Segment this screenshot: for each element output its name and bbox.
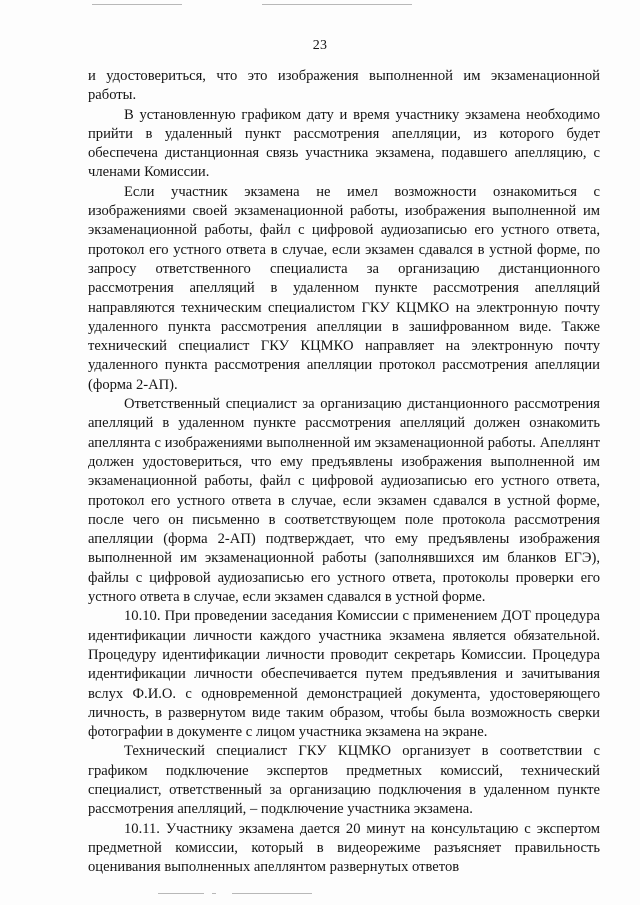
scan-edge-top-left	[92, 4, 182, 5]
paragraph-identification: 10.10. При проведении заседания Комиссии с применением ДОТ процедура идентификации личности каждого участника экзамена является обязательной. Процедуру идентификации личности проводит секретарь Комиссии. Процедура идентификации личности обеспечивается путем предъявления и зачитывания вслух Ф.И.О. с одновременной демонстрацией документа, удостоверяющего личность, в развернутом виде таким образом, чтобы была возможность сверки фотографии в документе с лицом участника экзамена на экране.	[88, 608, 600, 741]
page-number: 23	[312, 38, 328, 53]
paragraph-technical-connection: Технический специалист ГКУ КЦМКО организует в соответствии с графиком подключение экспертов предметных комиссий, технический специалист, ответственный за организацию подключения в удаленном пункте рассмотрения апелляций, – подключение участника экзамена.	[88, 743, 600, 818]
scan-edge-bottom-right	[232, 893, 312, 894]
paragraph-consultation: 10.11. Участнику экзамена дается 20 минут на консультацию с экспертом предметной комиссии, который в видеорежиме разъясняет правильность оценивания выполненных апеллянтом развернутых ответов	[88, 820, 600, 876]
scan-edge-bottom-left	[158, 893, 204, 894]
scan-edge-top-right	[262, 4, 412, 5]
paragraph-continuation: и удостовериться, что это изображения выполненной им экзаменационной работы.	[88, 68, 600, 104]
document-body	[88, 67, 600, 877]
paragraph-materials-sending: Если участник экзамена не имел возможности ознакомиться с изображениями своей экзаменационной работы, изображения выполненной им экзаменационной работы, файл с цифровой аудиозаписью его устного ответа, протокол его устного ответа в случае, если экзамен сдавался в устной форме, по запросу ответственного специалиста за организацию дистанционного рассмотрения апелляций в удаленном пункте рассмотрения апелляций направляются техническим специалистом ГКУ КЦМКО на электронную почту удаленного пункта рассмотрения апелляции в зашифрованном виде. Также технический специалист ГКУ КЦМКО направляет на электронную почту удаленного пункта рассмотрения апелляции протокол рассмотрения апелляции (форма 2-АП).	[88, 183, 600, 393]
paragraph-applicant-review: Ответственный специалист за организацию дистанционного рассмотрения апелляций в удаленном пункте рассмотрения апелляций должен ознакомить апеллянта с изображениями выполненной им экзаменационной работы. Апеллянт должен удостовериться, что ему предъявлены изображения выполненной им экзаменационной работы, файл с цифровой аудиозаписью его устного ответа, протокол его устного ответа в случае, если экзамен сдавался в устной форме, после чего он письменно в соответствующем поле протокола рассмотрения апелляции (форма 2-АП) подтверждает, что ему предъявлены изображения выполненной им экзаменационной работы (заполнявшихся им бланков ЕГЭ), файлы с цифровой аудиозаписью его устного ответа, протоколы проверки его устного ответа в случае, если экзамен сдавался в устной форме.	[88, 396, 600, 606]
scan-edge-bottom-mid	[212, 893, 216, 894]
paragraph-appeal-arrival: В установленную графиком дату и время участнику экзамена необходимо прийти в удаленный пункт рассмотрения апелляции, из которого будет обеспечена дистанционная связь участника экзамена, подавшего апелляцию, с членами Комиссии.	[88, 106, 600, 181]
